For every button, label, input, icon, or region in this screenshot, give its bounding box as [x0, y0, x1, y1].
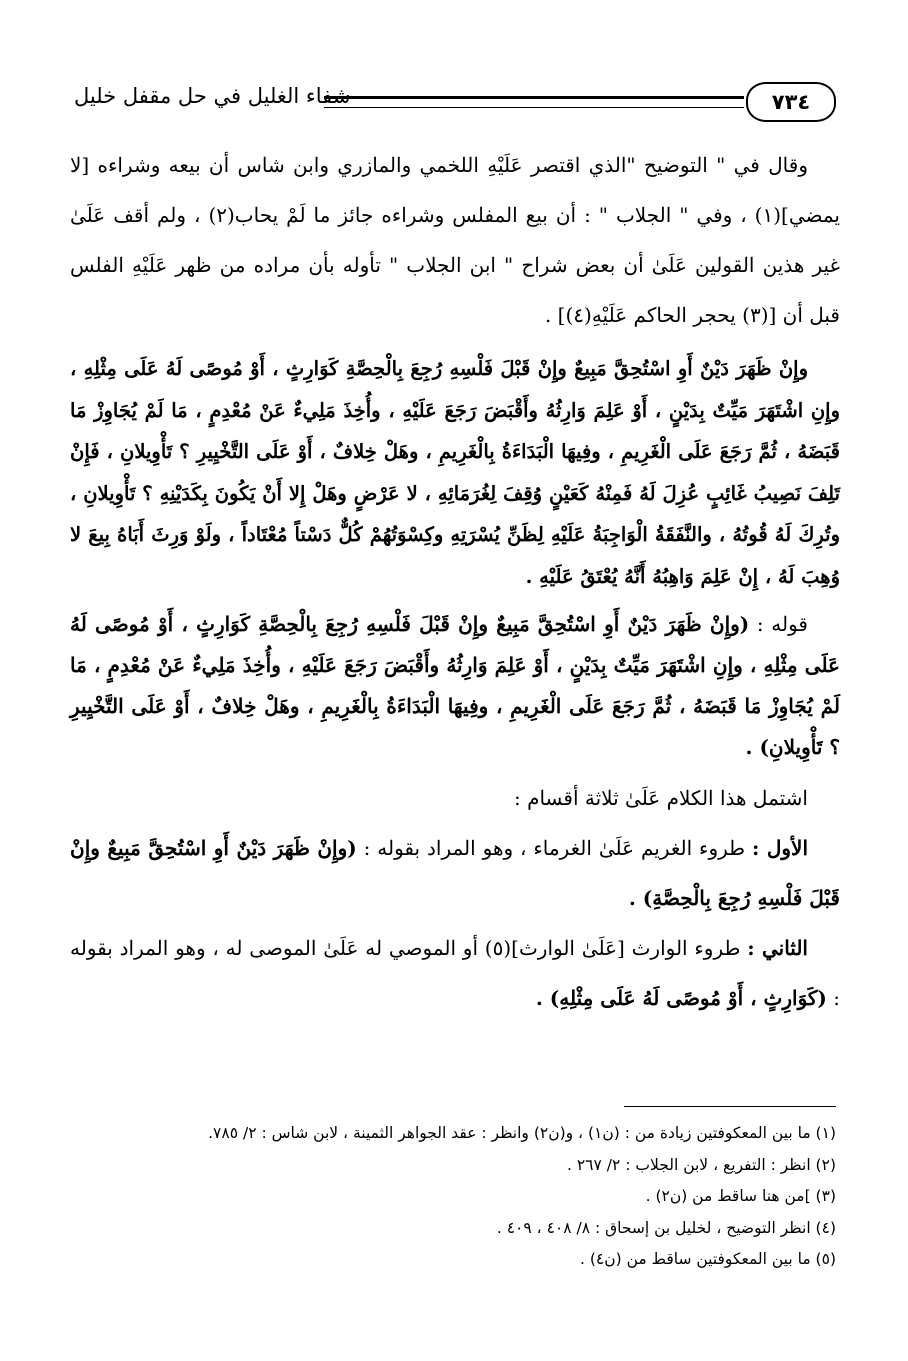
footnote: (٣) ]من هنا ساقط من (ن٢) .	[645, 1187, 836, 1205]
footnote: (٢) انظر : التفريع ، لابن الجلاب : ٢/ ٢٦٧ .	[566, 1155, 836, 1174]
second-section	[70, 923, 840, 1023]
commentary-intro: قوله :	[756, 611, 808, 636]
first-text: طروء الغريم عَلَىٰ الغرماء ، وهو المراد بقوله :	[363, 835, 746, 860]
main-text	[70, 140, 840, 1023]
footnote: (٥) ما بين المعكوفتين ساقط من (ن٤) .	[579, 1250, 836, 1268]
second-text: طروء الوارث [عَلَىٰ الوارث](٥) أو الموصي له عَلَىٰ الموصى له ، وهو المراد بقوله :	[70, 935, 840, 1010]
opening-paragraph: وقال في " التوضيح "الذي اقتصر عَلَيْهِ اللخمي والمازري وابن شاس أن بيعه وشراءه [لا يمضي](١) ، وفي " الجلاب " : أن بيع المفلس وشراءه جائز ما لَمْ يحاب(٢) ، ولم أقف عَلَىٰ غير هذين القولين عَلَىٰ أن بعض شراح " ابن الجلاب " تأوله بأن مراده من ظهر عَلَيْهِ الفلس قبل أن [(٣) يحجر الحاكم عَلَيْهِ(٤)] .	[70, 153, 840, 327]
first-quote: (وإِنْ ظَهَرَ دَيْنٌ أَوِ اسْتُحِقَّ مَبِيعٌ وإِنْ قَبْلَ فَلْسِهِ رُجِعَ بِالْحِصَّةِ) .	[70, 835, 840, 910]
page-header	[72, 82, 836, 122]
footnote: (٤) انظر التوضيح ، لخليل بن إسحاق : ٨/ ٤٠٨ ، ٤٠٩ .	[496, 1218, 836, 1237]
commentary-quote: (وإِنْ ظَهَرَ دَيْنٌ أَوِ اسْتُحِقَّ مَبِيعٌ وإِنْ قَبْلَ فَلْسِهِ رُجِعَ بِالْحِصَّةِ كَوَارِثٍ ، أَوْ مُوصًى لَهُ عَلَى مِثْلِهِ ، وإِنِ اشْتَهَرَ مَيِّتٌ بِدَيْنٍ ، أَوْ عَلِمَ وَارِثُهُ وأَقْبَضَ رَجَعَ عَلَيْهِ ، وأُخِذَ مَلِيءٌ عَنْ مُعْدِمٍ ، مَا لَمْ يُجَاوِزْ مَا قَبَضَهُ ، ثُمَّ رَجَعَ عَلَى الْغَرِيمِ ، وفِيهَا الْبَدَاءَةُ بِالْغَرِيمِ ، وهَلْ خِلافٌ ، أَوْ عَلَى التَّخْيِيرِ ؟ تَأْوِيلانِ) .	[70, 611, 840, 760]
header-rule	[324, 96, 744, 108]
running-title: شفاء الغليل في حل مقفل خليل	[74, 84, 351, 108]
first-section	[70, 823, 840, 923]
second-label: الثاني :	[747, 935, 808, 960]
matn-paragraph: وإِنْ ظَهَرَ دَيْنٌ أَوِ اسْتُحِقَّ مَبِيعٌ وإِنْ قَبْلَ فَلْسِهِ رُجِعَ بِالْحِصَّةِ كَوَارِثٍ ، أَوْ مُوصًى لَهُ عَلَى مِثْلِهِ ، وإِنِ اشْتَهَرَ مَيِّتٌ بِدَيْنٍ ، أَوْ عَلِمَ وَارِثُهُ وأَقْبَضَ رَجَعَ عَلَيْهِ ، وأُخِذَ مَلِيءٌ عَنْ مُعْدِمٍ ، مَا لَمْ يُجَاوِزْ مَا قَبَضَهُ ، ثُمَّ رَجَعَ عَلَى الْغَرِيمِ ، وفِيهَا الْبَدَاءَةُ بِالْغَرِيمِ ، وهَلْ خِلافٌ ، أَوْ عَلَى التَّخْيِيرِ ؟ تَأْوِيلانِ ، فَإِنْ تَلِفَ نَصِيبُ غَائِبٍ عُزِلَ لَهُ فَمِنْهُ كَعَيْنٍ وُقِفَ لِغُرَمَائِهِ ، لا عَرْضٍ وهَلْ إِلا أَنْ يَكُونَ بِكَدَيْنِهِ ؟ تَأْوِيلانِ ، وتُرِكَ لَهُ قُوتُهُ ، والنَّفَقَةُ الْوَاجِبَةُ عَلَيْهِ لِظَنِّ يُسْرَتِهِ وكِسْوَتُهُمْ كُلٌّ دَسْتاً مُعْتَاداً ، ولَوْ وَرِثَ أَبَاهُ بِيعَ لا وُهِبَ لَهُ ، إِنْ عَلِمَ وَاهِبُهُ أَنَّهُ يُعْتَقُ عَلَيْهِ .	[70, 357, 840, 588]
second-quote: (كَوَارِثٍ ، أَوْ مُوصًى لَهُ عَلَى مِثْلِهِ) .	[535, 985, 827, 1010]
footnote-separator	[624, 1106, 836, 1107]
first-label: الأول :	[751, 835, 809, 860]
footnote: (١) ما بين المعكوفتين زيادة من : (ن١) ، و(ن٢) وانظر : عقد الجواهر الثمينة ، لابن شاس : ٢/ ٧٨٥.	[208, 1124, 836, 1142]
footnotes	[66, 1118, 836, 1276]
sections-intro: اشتمل هذا الكلام عَلَىٰ ثلاثة أقسام :	[513, 785, 808, 810]
commentary-paragraph	[70, 604, 840, 769]
page-number: ٧٣٤	[746, 82, 836, 122]
